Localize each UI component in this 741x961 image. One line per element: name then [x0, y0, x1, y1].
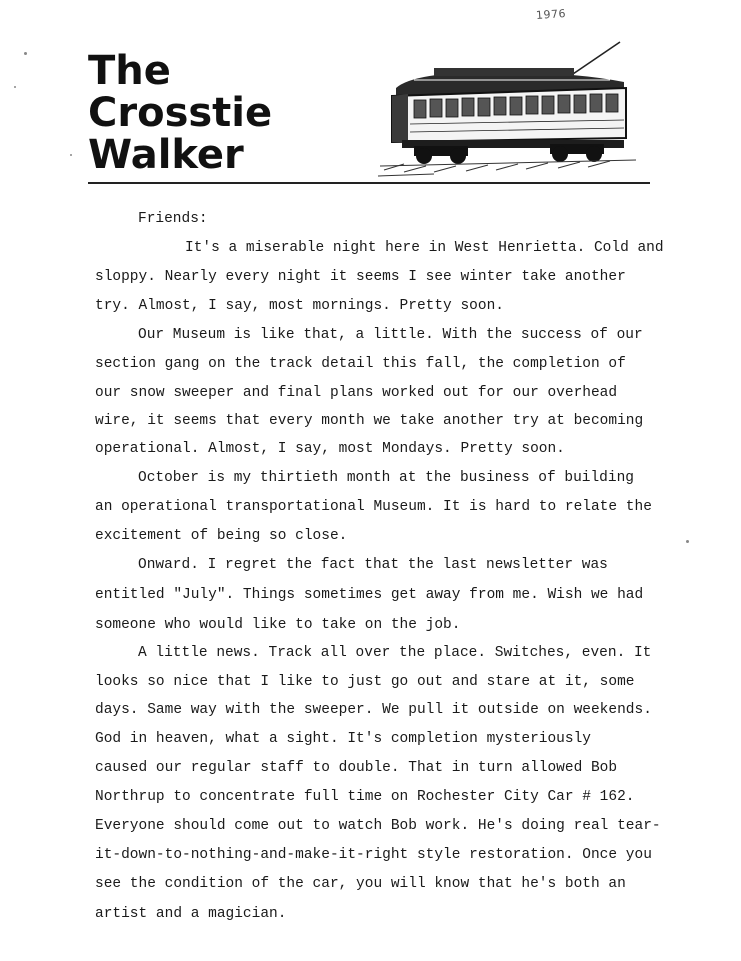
letter-line: days. Same way with the sweeper. We pull it outside on weekends.	[95, 702, 652, 718]
letter-line: Onward. I regret the fact that the last newsletter was	[138, 557, 608, 573]
letter-line: our snow sweeper and final plans worked out for our overhead	[95, 385, 618, 401]
masthead-line-3: Walker	[88, 132, 244, 178]
letter-line: an operational transportational Museum. It is hard to relate the	[95, 499, 652, 515]
letter-line: section gang on the track detail this fall, the completion of	[95, 356, 626, 372]
handwritten-date-note: 1976	[535, 6, 567, 23]
letter-line: entitled "July". Things sometimes get away from me. Wish we had	[95, 587, 644, 603]
letter-line: it-down-to-nothing-and-make-it-right style restoration. Once you	[95, 847, 652, 863]
letter-line: wire, it seems that every month we take another try at becoming	[95, 413, 644, 429]
masthead-line-2: Crosstie	[88, 90, 273, 136]
letter-line: excitement of being so close.	[95, 528, 348, 544]
letter-line: Our Museum is like that, a little. With the success of our	[138, 327, 643, 343]
scan-speck	[70, 154, 72, 156]
letter-line: try. Almost, I say, most mornings. Pretty soon.	[95, 298, 504, 314]
scan-speck	[686, 540, 689, 543]
letter-line: Northrup to concentrate full time on Rochester City Car # 162.	[95, 789, 635, 805]
letter-line: October is my thirtieth month at the business of building	[138, 470, 634, 486]
letter-line: artist and a magician.	[95, 906, 287, 922]
letter-line: sloppy. Nearly every night it seems I see winter take another	[95, 269, 626, 285]
salutation: Friends:	[138, 211, 208, 227]
scan-speck	[14, 86, 16, 88]
letter-line: Everyone should come out to watch Bob work. He's doing real tear-	[95, 818, 661, 834]
letter-line: someone who would like to take on the job.	[95, 617, 461, 633]
letter-body	[95, 0, 695, 922]
letter-line: operational. Almost, I say, most Mondays. Pretty soon.	[95, 441, 565, 457]
letter-line: It's a miserable night here in West Henrietta. Cold and	[185, 240, 664, 256]
letter-line: looks so nice that I like to just go out and stare at it, some	[95, 674, 635, 690]
letter-line: God in heaven, what a sight. It's completion mysteriously	[95, 731, 591, 747]
masthead-line-1: The	[88, 48, 171, 94]
letter-line: caused our regular staff to double. That in turn allowed Bob	[95, 760, 618, 776]
letter-line: see the condition of the car, you will know that he's both an	[95, 876, 626, 892]
scan-speck	[24, 52, 27, 55]
letter-line: A little news. Track all over the place. Switches, even. It	[138, 645, 652, 661]
